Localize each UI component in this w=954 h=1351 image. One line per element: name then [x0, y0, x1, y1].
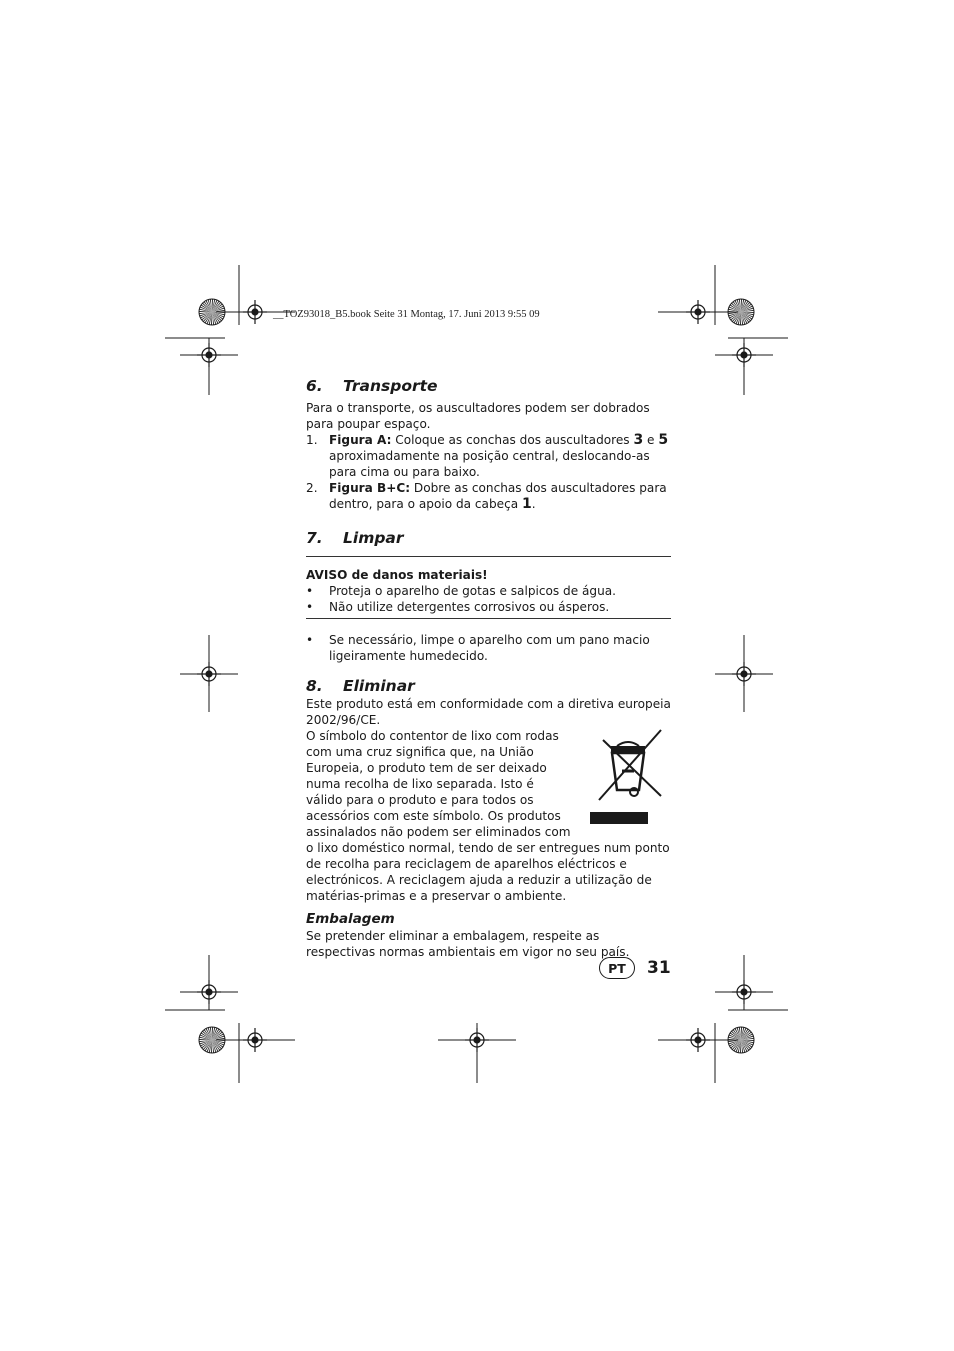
- section-6-heading: [306, 376, 671, 396]
- packaging-paragraph: Se pretender eliminar a embalagem, respeite as respectivas normas ambientais em vigor no seu país.: [306, 929, 630, 959]
- step-text-part: e: [643, 433, 659, 447]
- registration-target-icon: [686, 300, 710, 324]
- part-ref: 5: [658, 432, 669, 448]
- step-text: [329, 480, 671, 512]
- cleaning-list: [306, 632, 671, 664]
- registration-target-icon: [732, 662, 756, 686]
- registration-target-icon: [732, 343, 756, 367]
- section-title: Eliminar: [343, 677, 415, 695]
- step-number: 1.: [306, 433, 318, 447]
- section-8-heading: [306, 676, 671, 696]
- list-item-text: Não utilize detergentes corrosivos ou ásperos.: [329, 600, 610, 614]
- registration-target-icon: [686, 1028, 710, 1052]
- section-number: 7.: [306, 529, 323, 547]
- section-title: Limpar: [343, 529, 404, 547]
- step-text-part: Coloque as conchas dos auscultadores: [391, 433, 634, 447]
- registration-starburst-icon: [199, 299, 225, 325]
- transport-intro: Para o transporte, os auscultadores podem ser dobrados para poupar espaço.: [306, 401, 650, 431]
- bullet: •: [306, 600, 314, 614]
- step-text-part: .: [531, 497, 536, 511]
- material-damage-notice: [306, 557, 671, 618]
- registration-starburst-icon: [199, 1027, 225, 1053]
- list-item: [306, 632, 671, 664]
- list-item: [306, 599, 671, 615]
- section-number: 6.: [306, 377, 323, 395]
- packaging-heading: Embalagem: [306, 911, 395, 927]
- registration-target-icon: [465, 1028, 489, 1052]
- part-ref: 1: [521, 496, 532, 512]
- registration-target-icon: [243, 1028, 267, 1052]
- section-7-heading: [306, 528, 671, 548]
- list-item: [306, 480, 671, 512]
- directive-paragraph: Este produto está em conformidade com a diretiva europeia 2002/96/CE.: [306, 697, 671, 727]
- step-text-part: aproximadamente na posição central, deslocando-as para cima ou para baixo.: [329, 449, 650, 479]
- list-item-text: Proteja o aparelho de gotas e salpicos de água.: [329, 584, 617, 598]
- registration-target-icon: [197, 343, 221, 367]
- figure-label: Figura B+C:: [329, 481, 411, 495]
- figure-label: Figura A:: [329, 433, 392, 447]
- registration-starburst-icon: [728, 1027, 754, 1053]
- language-badge: PT: [599, 957, 635, 979]
- weee-paragraph: O símbolo do contentor de lixo com rodas com uma cruz significa que, na União Europeia, o produto tem de ser deixado numa recolha de lixo separada. Isto é válido para o produto e para todos os acessórios com este símbolo. Os produtos assinalados não podem ser eliminados com o lixo doméstico normal, tendo de ser entregues num ponto de recolha para reciclagem de aparelhos eléctricos e electrónicos. A reciclagem ajuda a reduzir a utilização de matérias-primas e a preservar o ambiente.: [306, 729, 670, 903]
- list-item: [306, 583, 671, 599]
- part-ref: 3: [633, 432, 644, 448]
- weee-paragraph-block: [306, 728, 671, 904]
- step-text-part: Dobre as conchas dos auscultadores para dentro, para o apoio da cabeça: [329, 481, 667, 511]
- registration-target-icon: [197, 662, 221, 686]
- notice-title: AVISO de danos materiais!: [306, 568, 488, 582]
- bullet: •: [306, 584, 314, 598]
- page-content: [306, 376, 671, 960]
- page-number: 31: [647, 958, 671, 978]
- step-number: 2.: [306, 481, 318, 495]
- step-text: [329, 432, 671, 480]
- registration-target-icon: [243, 300, 267, 324]
- registration-starburst-icon: [728, 299, 754, 325]
- print-file-info: __TOZ93018_B5.book Seite 31 Montag, 17. Juni 2013 9:55 09: [273, 309, 540, 320]
- list-item-text: Se necessário, limpe o aparelho com um pano macio ligeiramente humedecido.: [329, 633, 650, 663]
- registration-target-icon: [732, 980, 756, 1004]
- registration-target-icon: [197, 980, 221, 1004]
- crossed-out-wheelie-bin-icon: [581, 728, 671, 828]
- section-title: Transporte: [343, 377, 438, 395]
- section-number: 8.: [306, 677, 323, 695]
- notice-list: [306, 583, 671, 615]
- bullet: •: [306, 633, 314, 647]
- page-footer: [599, 957, 671, 979]
- list-item: [306, 432, 671, 480]
- notice-bottom-rule: [306, 618, 671, 619]
- transport-steps: [306, 432, 671, 512]
